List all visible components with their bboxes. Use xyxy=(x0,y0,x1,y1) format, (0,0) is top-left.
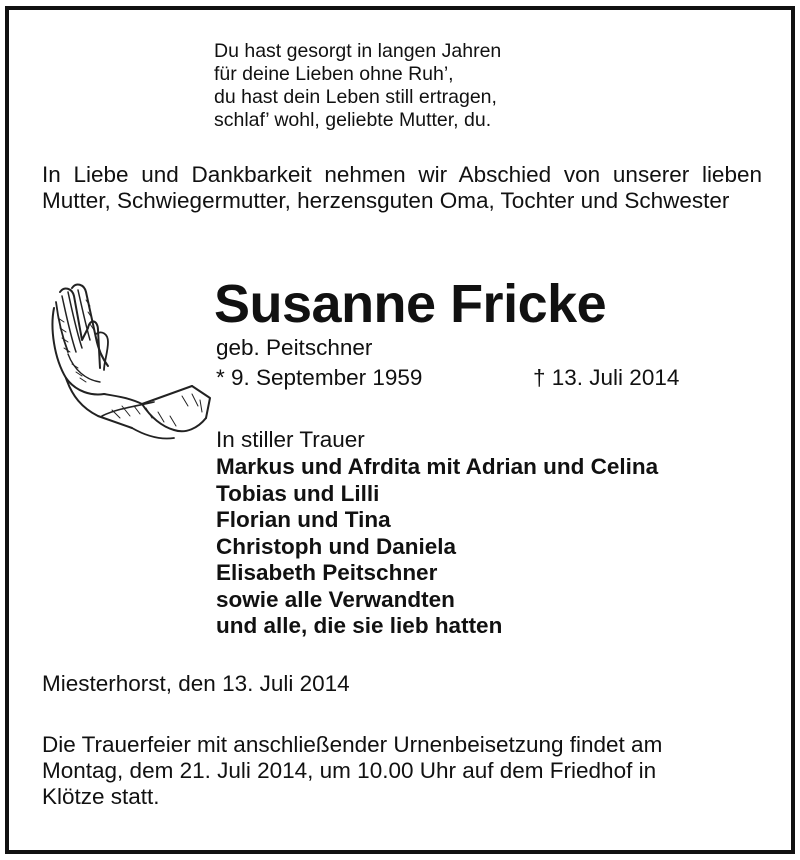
ceremony-line: Montag, dem 21. Juli 2014, um 10.00 Uhr auf dem Friedhof in xyxy=(42,758,657,783)
ceremony-notice xyxy=(42,732,762,810)
mourner-line: Florian und Tina xyxy=(216,507,391,532)
poem-line: für deine Lieben ohne Ruh’, xyxy=(214,63,454,85)
ceremony-line: Die Trauerfeier mit anschließender Urnenbeisetzung findet am xyxy=(42,732,663,757)
poem xyxy=(214,40,501,132)
mourners-list xyxy=(216,454,658,640)
ceremony-line: Klötze statt. xyxy=(42,784,160,809)
mourning-intro: In stiller Trauer xyxy=(216,427,365,452)
deceased-name: Susanne Fricke xyxy=(214,274,607,334)
mourner-line: Tobias und Lilli xyxy=(216,480,380,506)
death-date: † 13. Juli 2014 xyxy=(533,365,680,390)
poem-line: du hast dein Leben still ertragen, xyxy=(214,86,497,108)
mourner-line: Markus und Afrdita mit Adrian und Celina xyxy=(216,454,659,479)
praying-hands-icon xyxy=(42,278,214,448)
poem-line: schlaf’ wohl, geliebte Mutter, du. xyxy=(214,109,492,131)
mourner-line: sowie alle Verwandten xyxy=(216,586,455,612)
place-date: Miesterhorst, den 13. Juli 2014 xyxy=(42,671,350,696)
maiden-name: geb. Peitschner xyxy=(216,335,373,360)
mourner-line: und alle, die sie lieb hatten xyxy=(216,613,503,638)
birth-date: * 9. September 1959 xyxy=(216,365,423,390)
mourner-line: Elisabeth Peitschner xyxy=(216,560,438,585)
intro-text: In Liebe und Dankbarkeit nehmen wir Abschied von unserer lieben Mutter, Schwiegermutter, herzensguten Oma, Tochter und Schwester xyxy=(42,162,762,213)
mourner-line: Christoph und Daniela xyxy=(216,533,457,559)
poem-line: Du hast gesorgt in langen Jahren xyxy=(214,40,502,62)
